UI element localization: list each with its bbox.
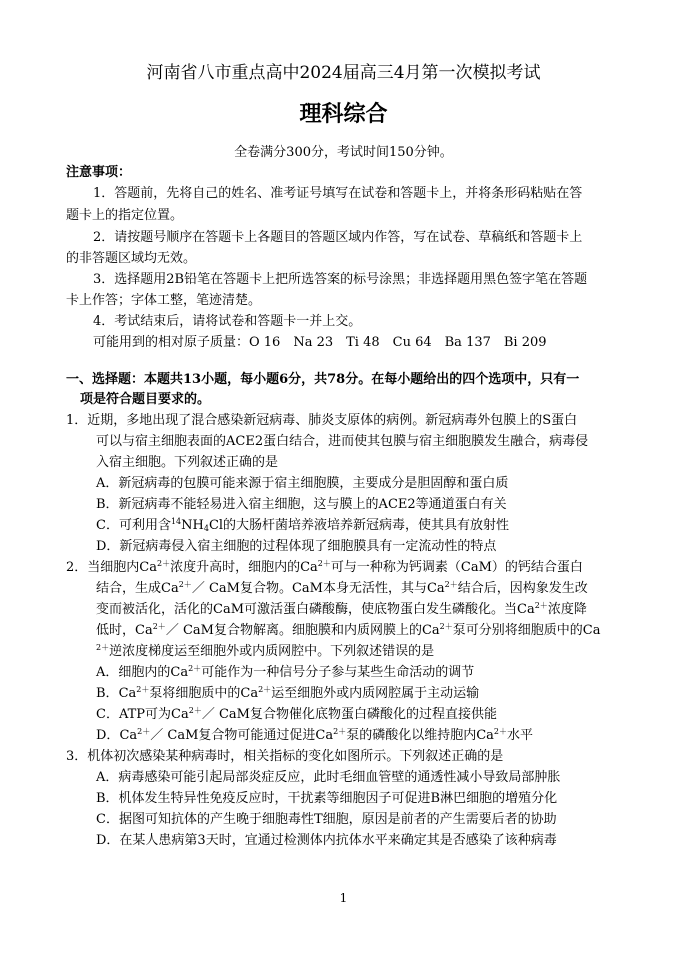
note-line: 3．选择题用2B铅笔在答题卡上把所选答案的标号涂黑；非选择题用黑色签字笔在答题 [93,272,588,287]
section-heading: 一、选择题：本题共13小题，每小题6分，共78分。在每小题给出的四个选项中，只有一 [66,372,580,387]
q3-option-d: D．在某人患病第3天时，宜通过检测体内抗体水平来确定其是否感染了该种病毒 [96,833,557,848]
q2-option-a: A．细胞内的$Ca^{2+}$可能作为一种信号分子参与某些生命活动的调节 [96,664,475,680]
note-line: 2．请按题号顺序在答题卡上各题目的答题区域内作答，写在试卷、草稿纸和答题卡上 [93,230,583,245]
q3-option-b: B．机体发生特异性免疫反应时，干扰素等细胞因子可促进B淋巴细胞的增殖分化 [96,791,558,806]
q2-stem: 变而被活化，活化的CaM可激活蛋白磷酸酶，使底物蛋白发生磷酸化。当$Ca^{2+}$浓度降 [96,601,587,617]
note-line: 4．考试结束后，请将试卷和答题卡一并上交。 [93,314,362,329]
note-line: 卡上作答；字体工整，笔迹清楚。 [66,293,262,308]
exam-meta: 全卷满分300分，考试时间150分钟。 [234,145,453,160]
q2-option-d: D．$Ca^{2+}/$ CaM复合物可能通过促进$Ca^{2+}$泵的磷酸化以维持胞内$Ca^{2+}$水平 [96,727,534,743]
page-number: 1 [339,891,348,905]
q2-stem: $^{2+}$逆浓度梯度运至细胞外或内质网腔中。下列叙述错误的是 [96,643,435,659]
note-line: 1．答题前，先将自己的姓名、准考证号填写在试卷和答题卡上，并将条形码粘贴在答 [93,186,583,201]
q2-option-b: B．$Ca^{2+}$泵将细胞质中的$Ca^{2+}$运至细胞外或内质网腔属于主动运输 [96,685,480,701]
q1-stem: 1．近期，多地出现了混合感染新冠病毒、肺炎支原体的病例。新冠病毒外包膜上的S蛋白 [66,413,578,428]
note-line: 题卡上的指定位置。 [66,208,184,223]
q2-stem: 2．当细胞内$Ca^{2+}$浓度升高时，细胞内的$Ca^{2+}$可与一种称为钙调素（CaM）的钙结合蛋白 [66,559,583,575]
q2-stem: 低时，$Ca^{2+}/$ CaM复合物解离。细胞膜和内质网膜上的$Ca^{2+}$泵可分别将细胞质中的Ca [96,622,601,638]
q1-option-b: B．新冠病毒不能轻易进入宿主细胞，这与膜上的ACE2等通道蛋白有关 [96,497,507,512]
q1-stem: 可以与宿主细胞表面的ACE2蛋白结合，进而使其包膜与宿主细胞膜发生融合，病毒侵 [96,434,589,449]
notes-heading: 注意事项： [66,165,132,180]
subject-title: 理科综合 [299,102,388,127]
section-heading-cont: 项是符合题目要求的。 [80,392,211,407]
note-line: 的非答题区域均无效。 [66,251,197,266]
q1-stem: 入宿主细胞。下列叙述正确的是 [96,455,279,470]
q2-option-c: C．ATP可为$Ca^{2+}/$ CaM复合物催化底物蛋白磷酸化的过程直接供能 [96,706,497,722]
q3-stem: 3．机体初次感染某种病毒时，相关指标的变化如图所示。下列叙述正确的是 [66,749,504,764]
q3-option-a: A．病毒感染可能引起局部炎症反应，此时毛细血管壁的通透性减小导致局部肿胀 [96,770,561,785]
atomic-masses: 可能用到的相对原子质量：O 16 Na 23 Ti 48 Cu 64 Ba 137 Bi 209 [93,335,547,350]
q1-option-d: D．新冠病毒侵入宿主细胞的过程体现了细胞膜具有一定流动性的特点 [96,539,497,554]
q3-option-c: C．据图可知抗体的产生晚于细胞毒性T细胞，原因是前者的产生需要后者的协助 [96,812,557,827]
q1-option-a: A．新冠病毒的包膜可能来源于宿主细胞膜，主要成分是胆固醇和蛋白质 [96,476,509,491]
q1-option-c: C．可利用含$^{14}NH_4Cl$的大肠杆菌培养液培养新冠病毒，使其具有放射性 [96,517,510,533]
exam-title: 河南省八市重点高中2024届高三4月第一次模拟考试 [146,63,541,83]
q2-stem: 结合，生成$Ca^{2+}/$ CaM复合物。CaM本身无活性，其与$Ca^{2+}$结合后，因构象发生改 [96,580,588,596]
